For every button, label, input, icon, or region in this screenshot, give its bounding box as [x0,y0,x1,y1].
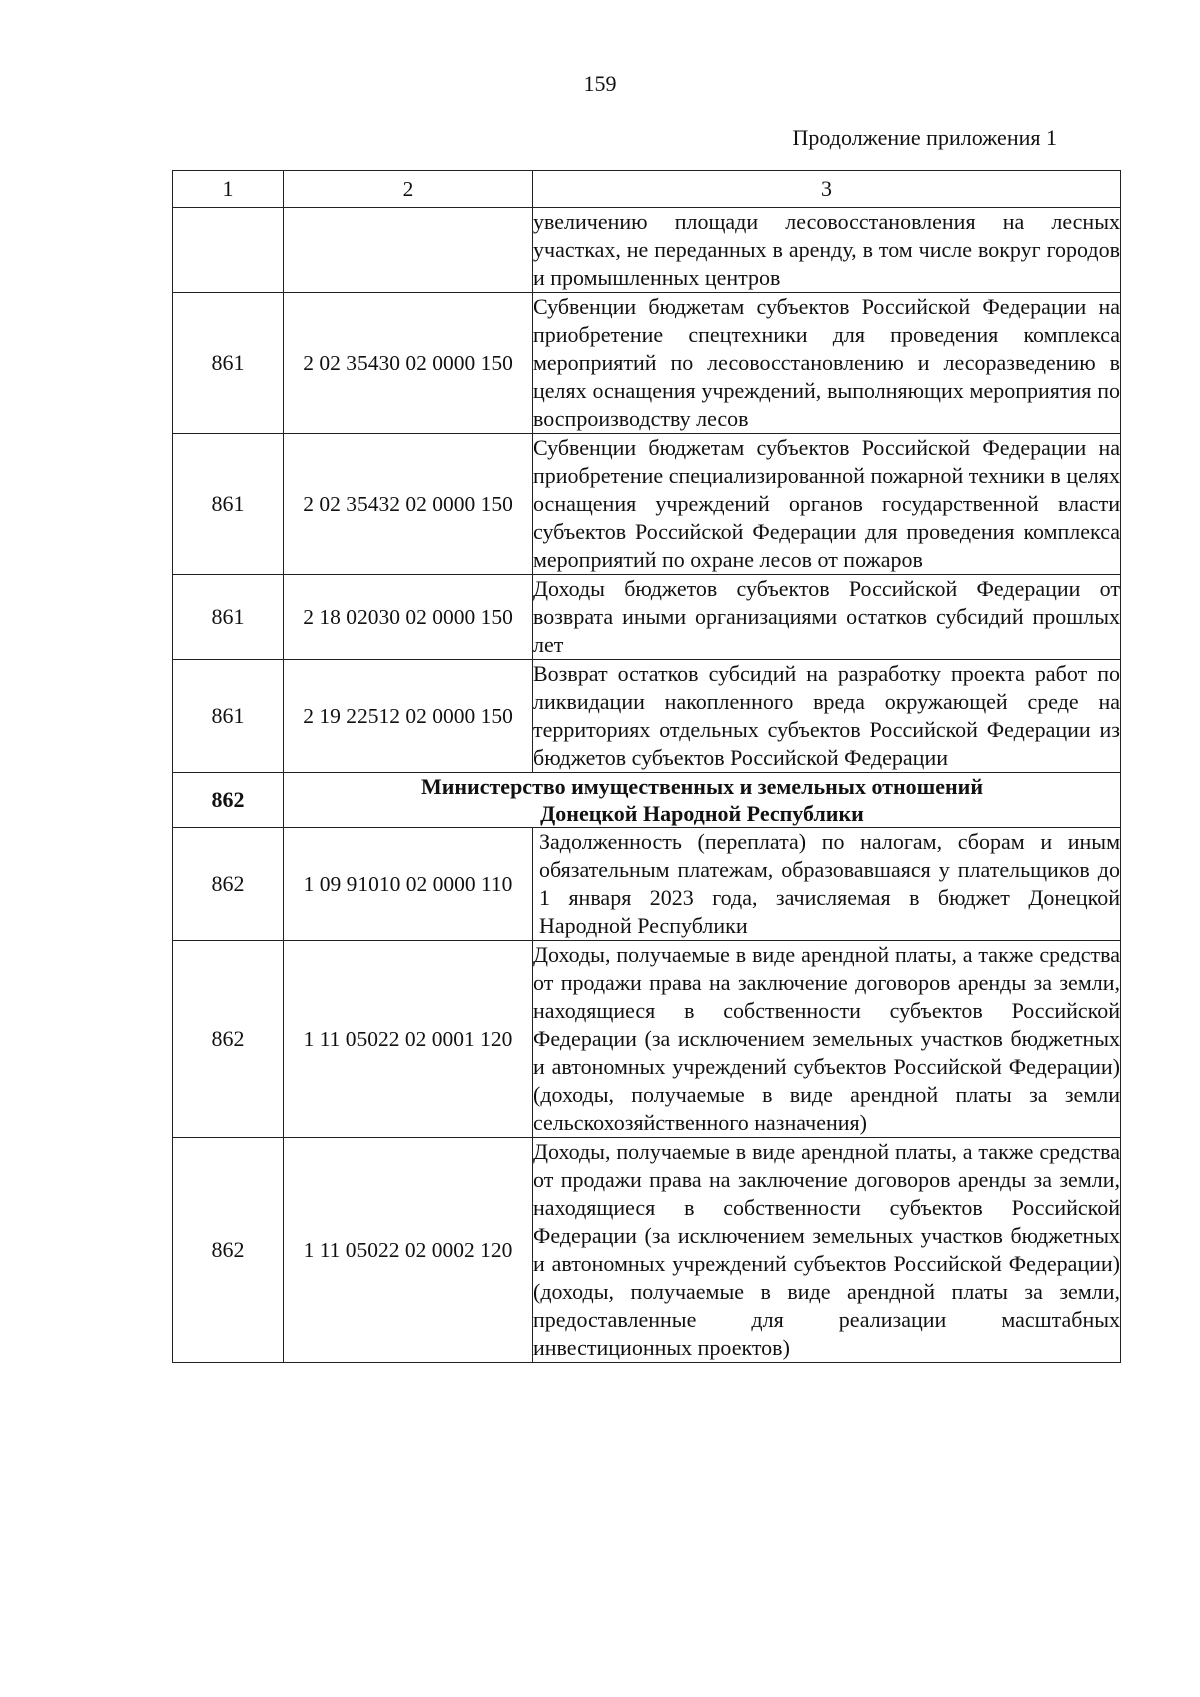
table-row [173,941,1121,1138]
budget-code-cell: 1 09 91010 02 0000 110 [284,828,533,941]
table-row [173,293,1121,434]
admin-code-cell: 861 [173,660,284,773]
description-cell: Доходы бюджетов субъектов Российской Федерации от возврата иными организациями остатков субсидий прошлых лет [533,575,1121,660]
admin-code-cell: 862 [173,828,284,941]
admin-code-cell: 862 [173,941,284,1138]
description-cell: Задолженность (переплата) по налогам, сборам и иным обязательным платежам, образовавшаяся у плательщиков до 1 января 2023 года, зачисляемая в бюджет Донецкой Народной Республики [533,828,1121,941]
revenue-classification-table [172,170,1121,1363]
table-row [173,575,1121,660]
table-row [173,828,1121,941]
table-header-row [173,171,1121,208]
department-name-line-1: Министерство имущественных и земельных отношений [420,774,984,799]
admin-code-cell: 862 [173,1138,284,1363]
description-cell: Доходы, получаемые в виде арендной платы, а также средства от продажи права на заключение договоров аренды за земли, находящиеся в собственности субъектов Российской Федерации (за исключением земельных участков бюджетных и автономных учреждений субъектов Российской Федерации) (доходы, получаемые в виде арендной платы за земли, предоставленные для реализации масштабных инвестиционных проектов) [533,1138,1121,1363]
budget-code-cell: 2 02 35430 02 0000 150 [284,293,533,434]
admin-code-cell: 861 [173,575,284,660]
department-header-row [173,773,1121,828]
column-header-3: 3 [533,171,1121,208]
department-name-cell [284,773,1121,828]
admin-code-cell: 861 [173,434,284,575]
budget-code-cell: 1 11 05022 02 0002 120 [284,1138,533,1363]
department-name-line-2: Донецкой Народной Республики [540,801,864,826]
description-cell: Возврат остатков субсидий на разработку проекта работ по ликвидации накопленного вреда окружающей среде на территориях отдельных субъектов Российской Федерации из бюджетов субъектов Российской Федерации [533,660,1121,773]
budget-code-cell: 1 11 05022 02 0001 120 [284,941,533,1138]
description-cell: Субвенции бюджетам субъектов Российской Федерации на приобретение специализированной пожарной техники в целях оснащения учреждений органов государственной власти субъектов Российской Федерации для проведения комплекса мероприятий по охране лесов от пожаров [533,434,1121,575]
description-cell: увеличению площади лесовосстановления на лесных участках, не переданных в аренду, в том числе вокруг городов и промышленных центров [533,208,1121,293]
table-row [173,660,1121,773]
table-row [173,208,1121,293]
department-code-cell: 862 [173,773,284,828]
table-row [173,434,1121,575]
column-header-1: 1 [173,171,284,208]
column-header-2: 2 [284,171,533,208]
budget-code-cell: 2 19 22512 02 0000 150 [284,660,533,773]
admin-code-cell: 861 [173,293,284,434]
budget-code-cell: 2 18 02030 02 0000 150 [284,575,533,660]
page-number: 159 [583,71,617,96]
budget-code-cell: 2 02 35432 02 0000 150 [284,434,533,575]
description-cell: Доходы, получаемые в виде арендной платы, а также средства от продажи права на заключение договоров аренды за земли, находящиеся в собственности субъектов Российской Федерации (за исключением земельных участков бюджетных и автономных учреждений субъектов Российской Федерации) (доходы, получаемые в виде арендной платы за земли сельскохозяйственного назначения) [533,941,1121,1138]
budget-code-cell [284,208,533,293]
appendix-continuation-note: Продолжение приложения 1 [792,125,1057,150]
admin-code-cell [173,208,284,293]
description-cell: Субвенции бюджетам субъектов Российской Федерации на приобретение спецтехники для проведения комплекса мероприятий по лесовосстановлению и лесоразведению в целях оснащения учреждений, выполняющих мероприятия по воспроизводству лесов [533,293,1121,434]
table-row [173,1138,1121,1363]
